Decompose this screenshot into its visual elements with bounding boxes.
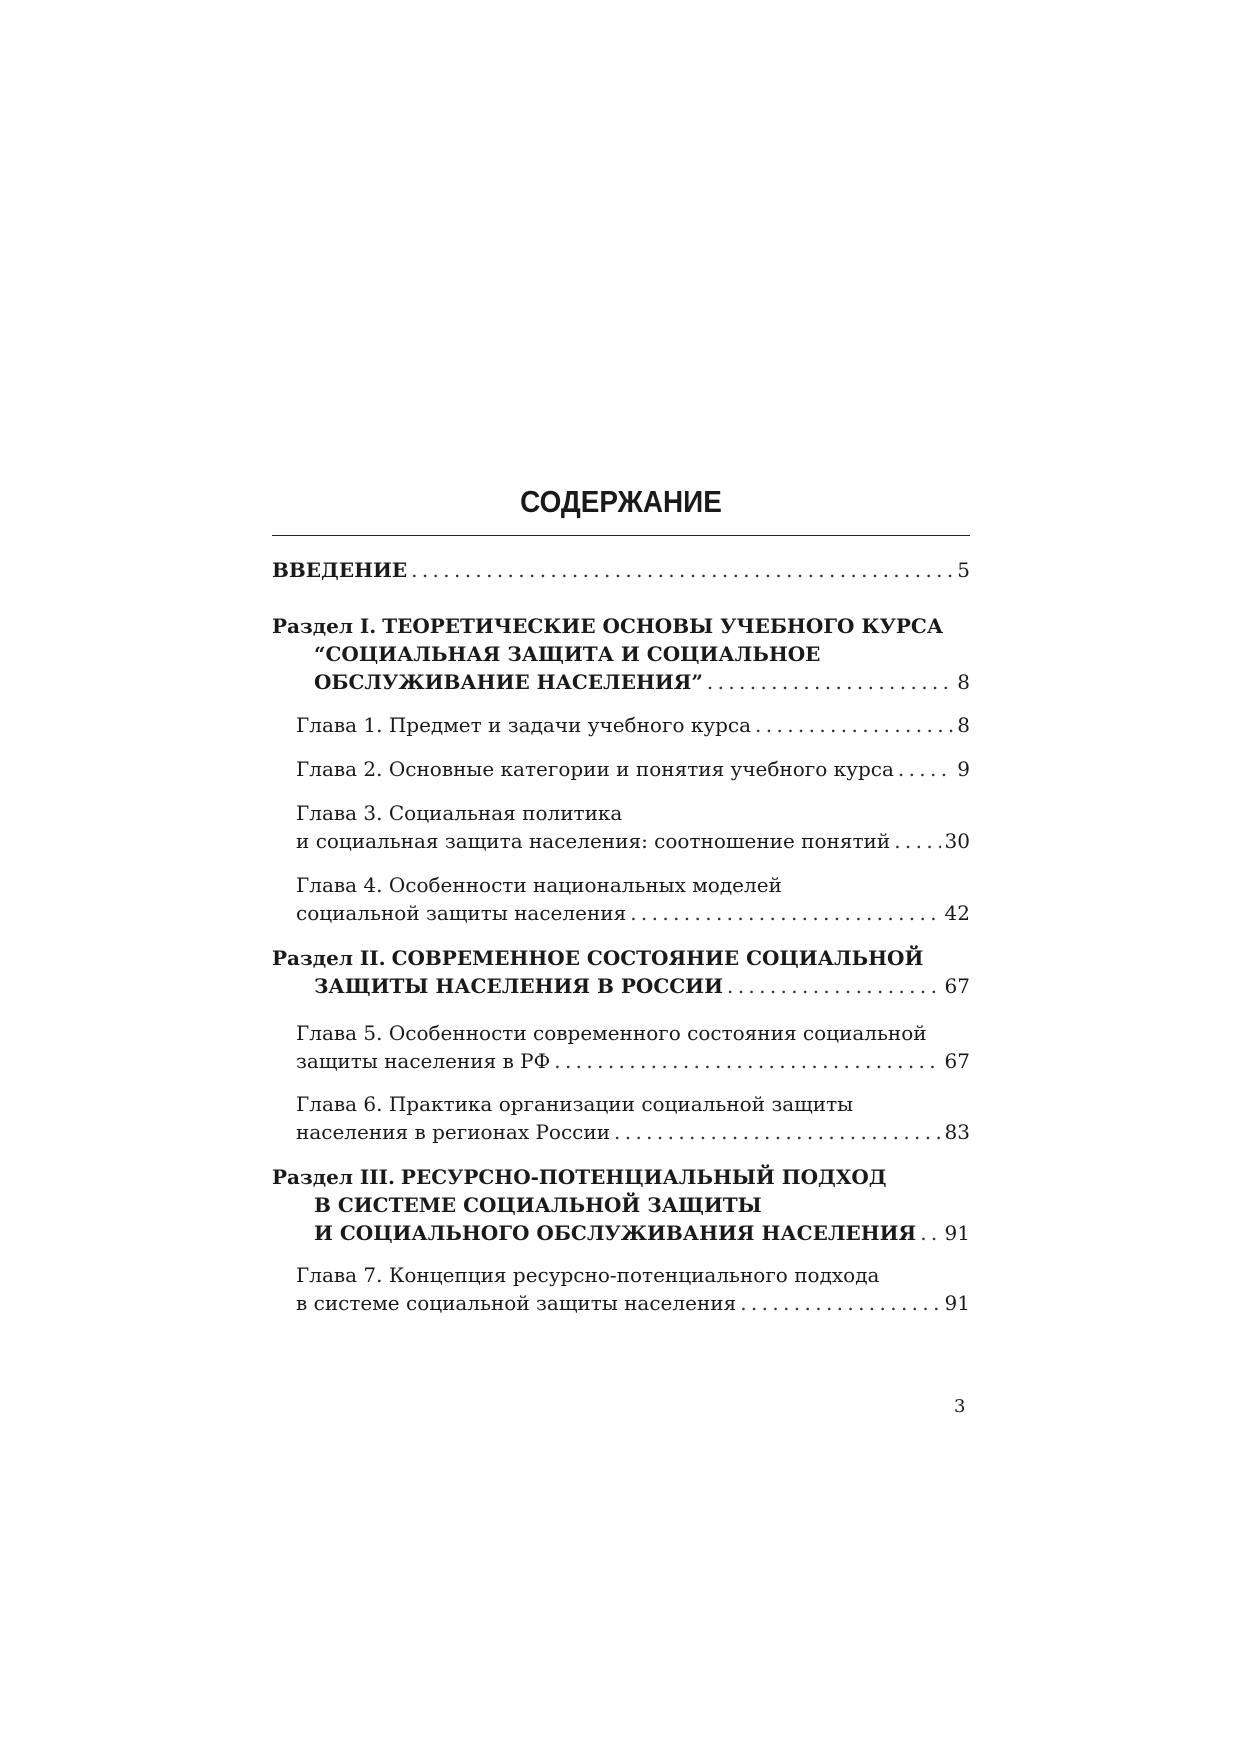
dot-leader xyxy=(614,1118,941,1146)
title-rule xyxy=(272,535,970,536)
toc-entry-title-line: ЗАЩИТЫ НАСЕЛЕНИЯ В РОССИИ xyxy=(314,974,723,998)
toc-entry-chapter-2[interactable] xyxy=(272,755,970,783)
toc-entry-title-line: Глава 6. Практика организации социальной защиты xyxy=(296,1092,854,1116)
toc-page-number: 42 xyxy=(944,901,970,925)
toc-entry-title-line: и социальная защита населения: соотношение понятий xyxy=(296,829,891,853)
toc-entry-title-line: Глава 7. Концепция ресурсно-потенциального подхода xyxy=(296,1263,880,1287)
toc-entry-title-line: социальной защиты населения xyxy=(296,901,627,925)
dot-leader xyxy=(727,972,941,1000)
toc-entry-title-line: защиты населения в РФ xyxy=(296,1049,551,1073)
section-prefix: Раздел I. xyxy=(272,614,377,638)
dot-leader xyxy=(898,755,953,783)
toc-entry-chapter-3[interactable] xyxy=(272,799,970,855)
toc-page-number: 5 xyxy=(957,558,970,582)
toc-page-number: 67 xyxy=(944,1049,970,1073)
toc-page-number: 91 xyxy=(944,1221,970,1245)
page-title: СОДЕРЖАНИЕ xyxy=(520,484,722,519)
toc-page-number: 8 xyxy=(957,670,970,694)
dot-leader xyxy=(755,711,953,739)
toc-entry-title-line: Глава 5. Особенности современного состояния социальной xyxy=(296,1021,927,1045)
toc-entry-section-3[interactable] xyxy=(272,1163,970,1247)
toc-entry-title-line: В СИСТЕМЕ СОЦИАЛЬНОЙ ЗАЩИТЫ xyxy=(314,1193,762,1217)
toc-entry-chapter-5[interactable] xyxy=(272,1019,970,1075)
toc-page-number: 9 xyxy=(957,757,970,781)
toc-entry-title-line: в системе социальной защиты населения xyxy=(296,1291,737,1315)
toc-page-number: 67 xyxy=(944,974,970,998)
page-number: 3 xyxy=(954,1396,966,1417)
toc-entry-title-line: Глава 4. Особенности национальных моделей xyxy=(296,873,782,897)
toc-entry-chapter-4[interactable] xyxy=(272,871,970,927)
toc-entry-chapter-7[interactable] xyxy=(272,1261,970,1317)
section-prefix: Раздел II. xyxy=(272,946,386,970)
section-prefix: Раздел III. xyxy=(272,1165,395,1189)
dot-leader xyxy=(894,827,940,855)
toc-entry-title: ВВЕДЕНИЕ xyxy=(272,558,408,582)
dot-leader xyxy=(707,668,953,696)
toc-page-number: 30 xyxy=(944,829,970,853)
toc-entry-section-2[interactable] xyxy=(272,944,970,1000)
toc-entry-title-line: ТЕОРЕТИЧЕСКИЕ ОСНОВЫ УЧЕБНОГО КУРСА xyxy=(382,614,944,638)
dot-leader xyxy=(920,1219,940,1247)
toc-entry-title: Глава 2. Основные категории и понятия учебного курса xyxy=(296,757,894,781)
toc-entry-title-line: Глава 3. Социальная политика xyxy=(296,801,623,825)
toc-entry-title-line: населения в регионах России xyxy=(296,1120,611,1144)
toc-entry-title-line: СОВРЕМЕННОЕ СОСТОЯНИЕ СОЦИАЛЬНОЙ xyxy=(391,946,924,970)
toc-entry-section-1[interactable] xyxy=(272,612,970,696)
dot-leader xyxy=(411,556,953,584)
toc-entry-title-line: ОБСЛУЖИВАНИЕ НАСЕЛЕНИЯ” xyxy=(314,670,703,694)
dot-leader xyxy=(554,1047,940,1075)
dot-leader xyxy=(630,899,940,927)
toc-entry-chapter-6[interactable] xyxy=(272,1090,970,1146)
toc-page-number: 91 xyxy=(944,1291,970,1315)
toc-page-number: 8 xyxy=(957,713,970,737)
toc-entry-intro[interactable] xyxy=(272,556,970,584)
toc-entry-title-line: И СОЦИАЛЬНОГО ОБСЛУЖИВАНИЯ НАСЕЛЕНИЯ xyxy=(314,1221,917,1245)
toc-entry-chapter-1[interactable] xyxy=(272,711,970,739)
toc-entry-title-line: РЕСУРСНО-ПОТЕНЦИАЛЬНЫЙ ПОДХОД xyxy=(400,1165,887,1189)
toc-entry-title-line: “СОЦИАЛЬНАЯ ЗАЩИТА И СОЦИАЛЬНОЕ xyxy=(314,642,821,666)
dot-leader xyxy=(740,1289,940,1317)
toc-page-number: 83 xyxy=(944,1120,970,1144)
toc-entry-title: Глава 1. Предмет и задачи учебного курса xyxy=(296,713,752,737)
